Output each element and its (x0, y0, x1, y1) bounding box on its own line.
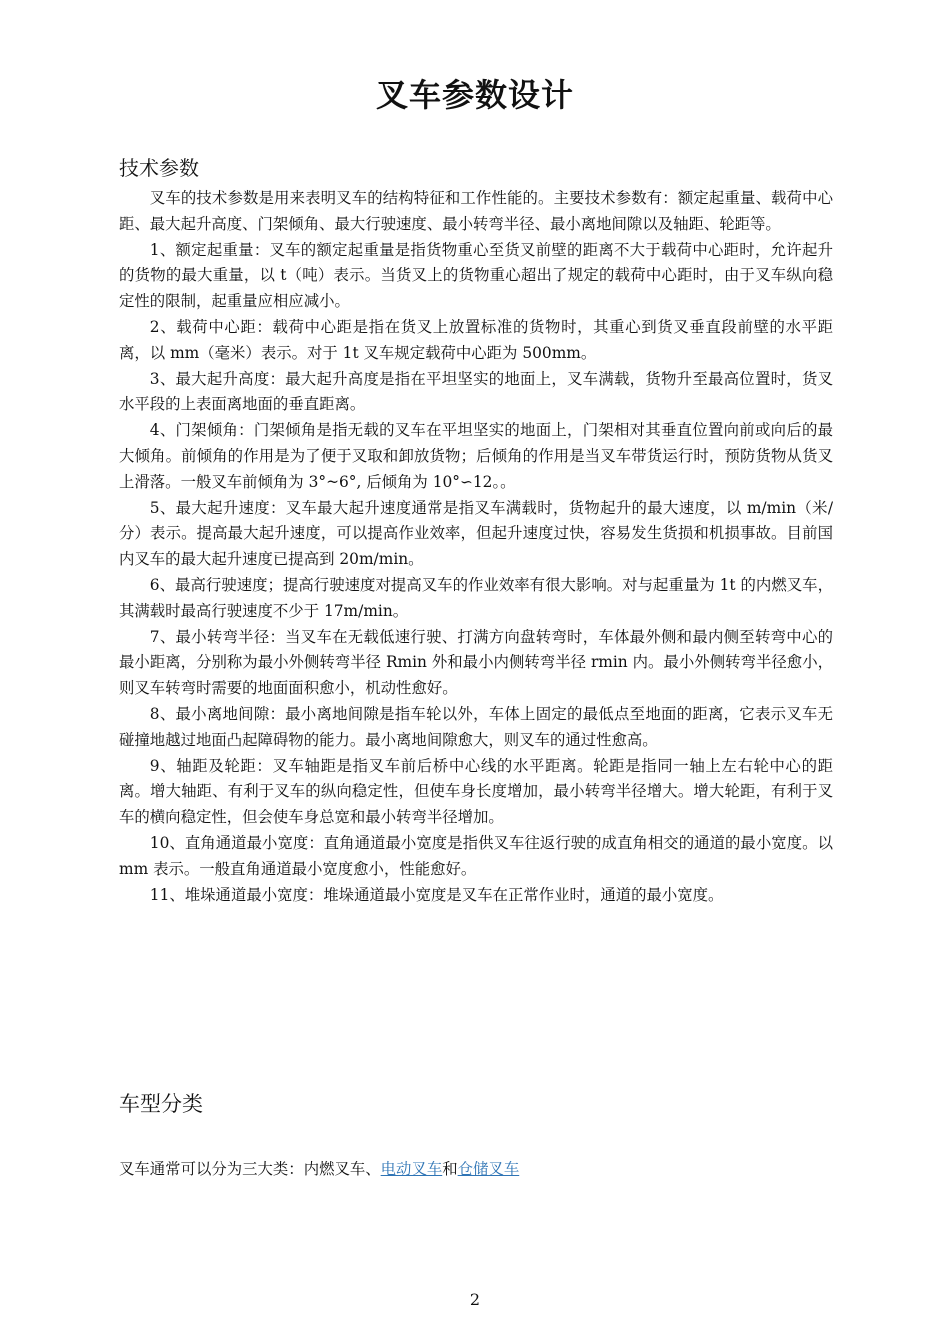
paragraph: 3、最大起升高度：最大起升高度是指在平坦坚实的地面上，叉车满载，货物升至最高位置时，货叉水平段的上表面离地面的垂直距离。 (119, 369, 833, 414)
tech-params-body (119, 186, 833, 908)
paragraph: 10、直角通道最小宽度：直角通道最小宽度是指供叉车往返行驶的成直角相交的通道的最小宽度。以 mm 表示。一般直角通道最小宽度愈小，性能愈好。 (119, 833, 833, 878)
paragraph: 7、最小转弯半径：当叉车在无载低速行驶、打满方向盘转弯时，车体最外侧和最内侧至转弯中心的最小距离，分别称为最小外侧转弯半径 Rmin 外和最小内侧转弯半径 rmin 内。最小外侧转弯半径愈小，则叉车转弯时需要的地面面积愈小，机动性愈好。 (119, 627, 833, 698)
paragraph: 1、额定起重量：叉车的额定起重量是指货物重心至货叉前壁的距离不大于载荷中心距时，允许起升的货物的最大重量，以 t（吨）表示。当货叉上的货物重心超出了规定的载荷中心距时，由于叉车纵向稳定性的限制，起重量应相应减小。 (119, 240, 833, 311)
section-heading-vehicle-types: 车型分类 (119, 1092, 203, 1116)
warehouse-forklift-link[interactable]: 仓储叉车 (457, 1160, 520, 1178)
vehicle-types-intro: 叉车通常可以分为三大类：内燃叉车、 (119, 1160, 381, 1178)
paragraph: 11、堆垛通道最小宽度：堆垛通道最小宽度是叉车在正常作业时，通道的最小宽度。 (149, 885, 724, 904)
conjunction-text: 和 (442, 1160, 458, 1178)
vehicle-types-line (119, 1157, 519, 1179)
paragraph: 4、门架倾角：门架倾角是指无载的叉车在平坦坚实的地面上，门架相对其垂直位置向前或向后的最大倾角。前倾角的作用是为了便于叉取和卸放货物；后倾角的作用是当叉车带货运行时，预防货物从货叉上滑落。一般叉车前倾角为 3°~6°, 后倾角为 10°∽12。。 (119, 421, 833, 491)
paragraph: 8、最小离地间隙：最小离地间隙是指车轮以外，车体上固定的最低点至地面的距离，它表示叉车无碰撞地越过地面凸起障碍物的能力。最小离地间隙愈大，则叉车的通过性愈高。 (119, 704, 833, 749)
section-heading-tech-params: 技术参数 (119, 156, 199, 180)
document-title: 叉车参数设计 (375, 76, 574, 114)
page-number: 2 (469, 1290, 481, 1309)
paragraph: 2、载荷中心距：载荷中心距是指在货叉上放置标准的货物时，其重心到货叉垂直段前壁的水平距离，以 mm（毫米）表示。对于 1t 叉车规定载荷中心距为 500mm。 (119, 317, 833, 362)
paragraph: 6、最高行驶速度；提高行驶速度对提高叉车的作业效率有很大影响。对与起重量为 1t 的内燃叉车，其满载时最高行驶速度不少于 17m/min。 (119, 575, 833, 620)
paragraph: 9、轴距及轮距：叉车轴距是指叉车前后桥中心线的水平距离。轮距是指同一轴上左右轮中心的距离。增大轴距、有利于叉车的纵向稳定性，但使车身长度增加，最小转弯半径增大。增大轮距，有利于叉车的横向稳定性，但会使车身总宽和最小转弯半径增加。 (119, 756, 833, 827)
electric-forklift-link[interactable]: 电动叉车 (380, 1160, 443, 1178)
paragraph: 叉车的技术参数是用来表明叉车的结构特征和工作性能的。主要技术参数有：额定起重量、载荷中心距、最大起升高度、门架倾角、最大行驶速度、最小转弯半径、最小离地间隙以及轴距、轮距等。 (119, 189, 833, 233)
paragraph: 5、最大起升速度：叉车最大起升速度通常是指叉车满载时，货物起升的最大速度，以 m/min（米/分）表示。提高最大起升速度，可以提高作业效率，但起升速度过快，容易发生货损和机损事故。目前国内叉车的最大起升速度已提高到 20m/min。 (119, 498, 833, 569)
